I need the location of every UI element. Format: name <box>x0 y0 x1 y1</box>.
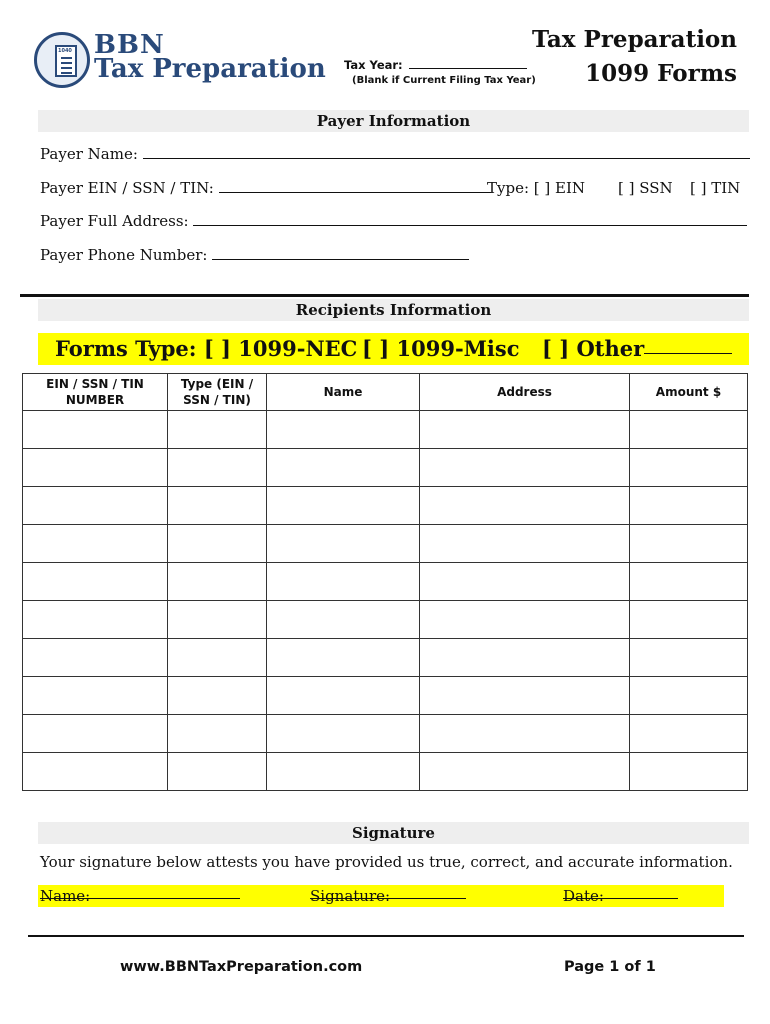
payer-phone-label: Payer Phone Number: <box>40 246 208 264</box>
signature-label: Signature: <box>310 887 391 905</box>
table-cell-input[interactable] <box>168 563 267 601</box>
attest-text: Your signature below attests you have provided us true, correct, and accurate information. <box>40 853 733 871</box>
signature-input[interactable] <box>310 885 466 899</box>
table-cell-input[interactable] <box>23 449 168 487</box>
table-row <box>23 487 748 525</box>
table-cell-input[interactable] <box>23 563 168 601</box>
table-cell-input[interactable] <box>420 715 630 753</box>
table-row <box>23 639 748 677</box>
table-cell-input[interactable] <box>630 753 748 791</box>
footer-url: www.BBNTaxPreparation.com <box>120 959 363 975</box>
payer-address-label: Payer Full Address: <box>40 212 189 230</box>
payer-phone-input[interactable] <box>212 246 469 260</box>
table-cell-input[interactable] <box>267 677 420 715</box>
tax-year-field <box>344 58 527 72</box>
logo-doc-label: 1040 <box>58 48 72 54</box>
table-header-row <box>23 374 748 411</box>
payer-ein-label: Payer EIN / SSN / TIN: <box>40 179 214 197</box>
logo-line1: BBN <box>94 30 165 60</box>
column-header-address: Address <box>420 374 630 411</box>
table-cell-input[interactable] <box>168 639 267 677</box>
table-cell-input[interactable] <box>168 449 267 487</box>
table-cell-input[interactable] <box>420 525 630 563</box>
table-cell-input[interactable] <box>630 715 748 753</box>
table-cell-input[interactable] <box>267 715 420 753</box>
table-cell-input[interactable] <box>267 449 420 487</box>
recipients-section-title: Recipients Information <box>38 299 749 321</box>
table-cell-input[interactable] <box>267 601 420 639</box>
forms-type-other-label: [ ] Other <box>542 336 645 361</box>
table-row <box>23 525 748 563</box>
payer-address-field <box>40 212 747 230</box>
forms-type-misc-option[interactable]: [ ] 1099-Misc <box>362 336 520 361</box>
table-cell-input[interactable] <box>23 715 168 753</box>
column-header-name: Name <box>267 374 420 411</box>
table-row <box>23 411 748 449</box>
table-cell-input[interactable] <box>420 601 630 639</box>
table-row <box>23 563 748 601</box>
recipients-table <box>22 373 748 791</box>
section-divider <box>20 294 749 297</box>
forms-type-other-option[interactable] <box>542 333 644 365</box>
payer-ein-input[interactable] <box>219 179 491 193</box>
table-cell-input[interactable] <box>420 677 630 715</box>
table-cell-input[interactable] <box>168 487 267 525</box>
table-row <box>23 601 748 639</box>
recipients-table-body <box>23 411 748 791</box>
table-cell-input[interactable] <box>267 563 420 601</box>
table-cell-input[interactable] <box>420 411 630 449</box>
signature-name-label: Name: <box>40 887 91 905</box>
payer-type-ssn-option[interactable]: [ ] SSN <box>618 179 673 197</box>
table-cell-input[interactable] <box>23 753 168 791</box>
signature-name-input[interactable] <box>40 885 240 899</box>
table-cell-input[interactable] <box>23 601 168 639</box>
table-row <box>23 753 748 791</box>
table-cell-input[interactable] <box>420 449 630 487</box>
table-cell-input[interactable] <box>267 487 420 525</box>
table-cell-input[interactable] <box>267 525 420 563</box>
table-cell-input[interactable] <box>168 677 267 715</box>
forms-type-other-input[interactable] <box>644 333 732 354</box>
payer-section-title: Payer Information <box>38 110 749 132</box>
signature-date-label: Date: <box>563 887 604 905</box>
table-cell-input[interactable] <box>23 487 168 525</box>
table-cell-input[interactable] <box>630 487 748 525</box>
table-cell-input[interactable] <box>420 753 630 791</box>
company-logo <box>34 32 334 94</box>
payer-ein-field <box>40 179 750 197</box>
column-header-amount: Amount $ <box>630 374 748 411</box>
payer-name-input[interactable] <box>143 145 750 159</box>
document-icon <box>34 32 90 88</box>
forms-type-nec-option[interactable]: Forms Type: [ ] 1099-NEC <box>55 336 358 361</box>
table-cell-input[interactable] <box>630 525 748 563</box>
table-cell-input[interactable] <box>630 563 748 601</box>
table-cell-input[interactable] <box>267 411 420 449</box>
column-header-ein: EIN / SSN / TIN NUMBER <box>23 374 168 411</box>
payer-type-tin-option[interactable]: [ ] TIN <box>690 179 741 197</box>
table-row <box>23 449 748 487</box>
table-cell-input[interactable] <box>420 639 630 677</box>
table-cell-input[interactable] <box>267 639 420 677</box>
table-cell-input[interactable] <box>168 753 267 791</box>
tax-year-input-line[interactable] <box>409 58 527 69</box>
column-header-type: Type (EIN / SSN / TIN) <box>168 374 267 411</box>
payer-type-ein-option[interactable]: Type: [ ] EIN <box>487 179 586 197</box>
payer-name-field <box>40 145 750 163</box>
table-cell-input[interactable] <box>267 753 420 791</box>
logo-line2: Tax Preparation <box>94 54 326 84</box>
table-cell-input[interactable] <box>630 639 748 677</box>
table-cell-input[interactable] <box>630 411 748 449</box>
payer-name-label: Payer Name: <box>40 145 138 163</box>
table-cell-input[interactable] <box>168 715 267 753</box>
page-subtitle: 1099 Forms <box>585 60 737 87</box>
footer-divider <box>28 935 744 937</box>
signature-date-input[interactable] <box>563 885 678 899</box>
payer-phone-field <box>40 246 469 264</box>
table-cell-input[interactable] <box>420 563 630 601</box>
page-title: Tax Preparation <box>531 26 737 53</box>
table-cell-input[interactable] <box>630 601 748 639</box>
table-cell-input[interactable] <box>168 411 267 449</box>
table-cell-input[interactable] <box>23 677 168 715</box>
tax-year-label: Tax Year: <box>344 58 403 72</box>
table-cell-input[interactable] <box>168 525 267 563</box>
table-cell-input[interactable] <box>630 677 748 715</box>
page-number: Page 1 of 1 <box>564 959 656 975</box>
forms-type-row <box>38 333 749 365</box>
table-row <box>23 677 748 715</box>
table-cell-input[interactable] <box>630 449 748 487</box>
table-cell-input[interactable] <box>23 639 168 677</box>
payer-address-input[interactable] <box>193 212 747 226</box>
table-cell-input[interactable] <box>23 411 168 449</box>
signature-section-title: Signature <box>38 822 749 844</box>
tax-year-note: (Blank if Current Filing Tax Year) <box>352 75 536 86</box>
table-cell-input[interactable] <box>420 487 630 525</box>
signature-row <box>38 885 724 907</box>
table-row <box>23 715 748 753</box>
table-cell-input[interactable] <box>168 601 267 639</box>
table-cell-input[interactable] <box>23 525 168 563</box>
